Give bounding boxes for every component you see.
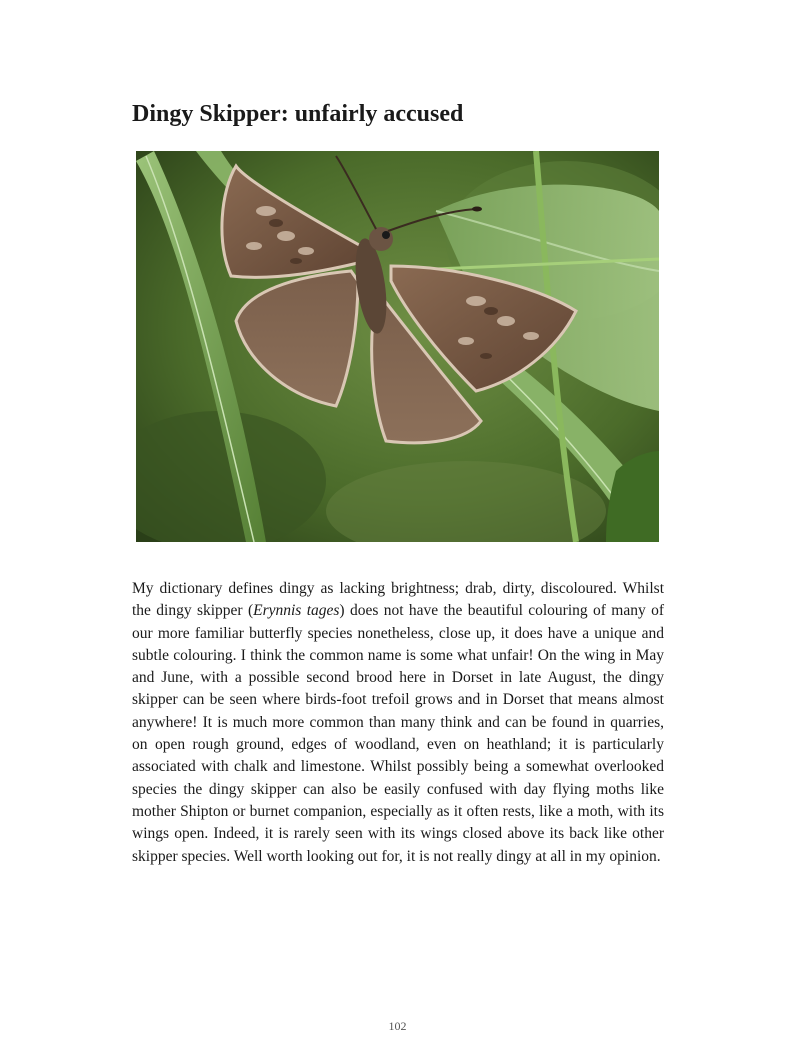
page-title: Dingy Skipper: unfairly accused <box>132 101 464 127</box>
butterfly-photo-illustration <box>136 151 659 542</box>
article-body <box>132 578 664 868</box>
body-text-part2: ) does not have the beautiful colouring of many of our more familiar butterfly species nonetheless, close up, it does have a unique and subtle colouring. I think the common name is some what unfair! On the wing in May and June, with a possible second brood here in Dorset in late August, the dingy skipper can be seen where birds-foot trefoil grows and in Dorset that means almost anywhere! It is much more common than many think and can be found in quarries, on open rough ground, edges of woodland, even on heathland; it is particularly associated with chalk and limestone. Whilst possibly being a somewhat overlooked species the dingy skipper can also be easily confused with day flying moths like mother Shipton or burnet companion, especially as it often rests, like a moth, with its wings open. Indeed, it is rarely seen with its wings closed above its back like other skipper species. Well worth looking out for, it is not really dingy at all in my opinion. <box>132 602 664 865</box>
species-name: Erynnis tages <box>253 602 340 620</box>
body-text-part1: My dictionary defines dingy as lacking brightness; drab, dirty, discoloured. Whilst the dingy skipper ( <box>132 580 664 620</box>
page-number: 102 <box>388 1019 407 1033</box>
butterfly-photo <box>136 151 659 542</box>
